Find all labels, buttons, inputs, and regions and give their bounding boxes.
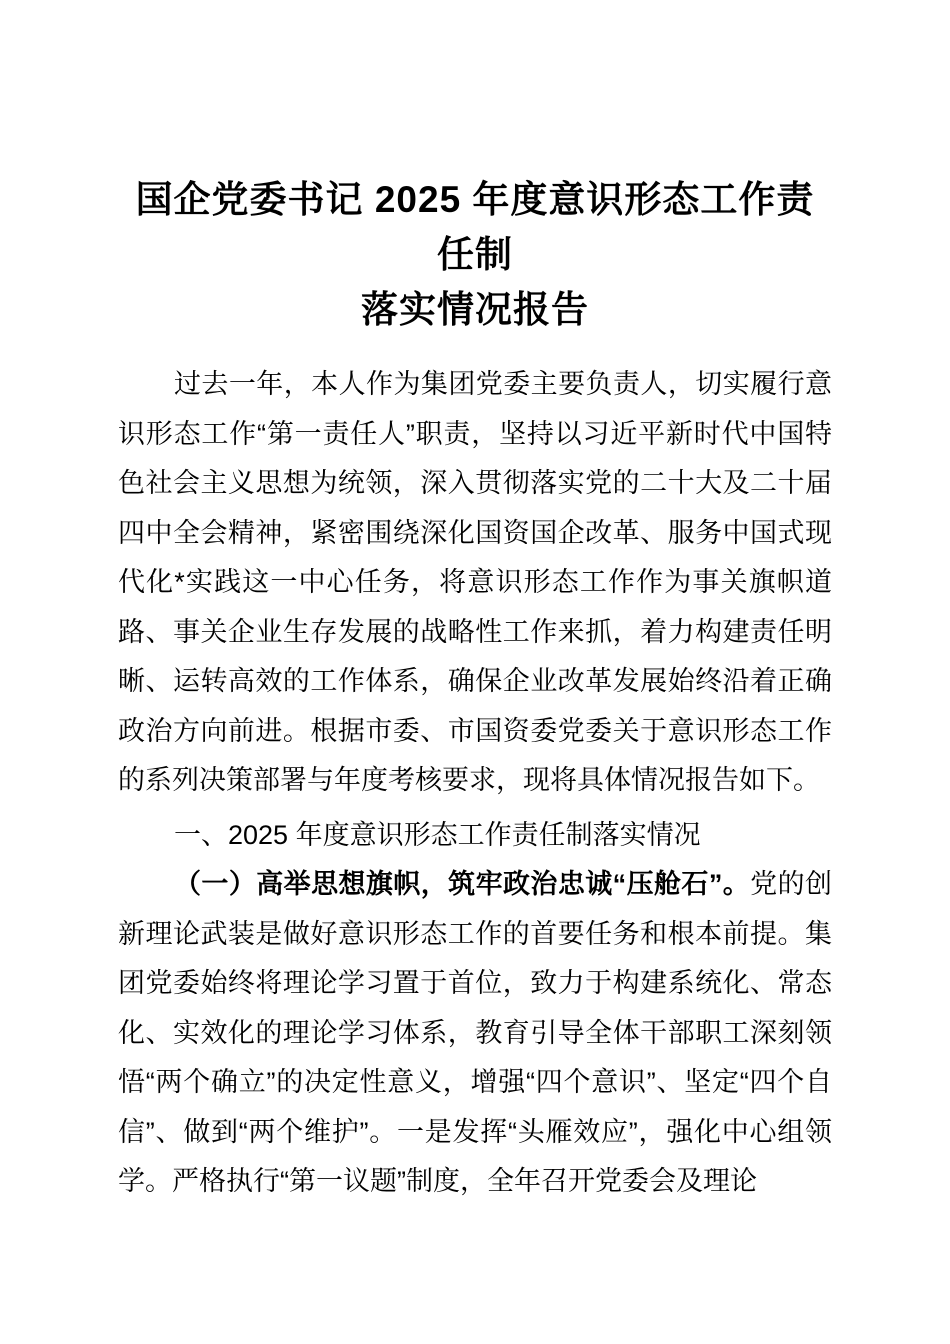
section-1-heading: 一、2025 年度意识形态工作责任制落实情况 bbox=[174, 819, 701, 850]
document-title-line-2: 落实情况报告 bbox=[361, 289, 589, 330]
subsection-1-text: 党的创新理论武装是做好意识形态工作的首要任务和根本前提。集团党委始终将理论学习置于首位，致力于构建系统化、常态化、实效化的理论学习体系，教育引导全体干部职工深刻领悟“两个确立”的决定性意义，增强“四个意识”、坚定“四个自信”、做到“两个维护”。一是发挥“头雁效应”，强化中心组领学。严格执行“第一议题”制度，全年召开党委会及理论 bbox=[118, 869, 833, 1196]
subsection-1-paragraph bbox=[118, 860, 832, 1207]
intro-paragraph: 过去一年，本人作为集团党委主要负责人，切实履行意识形态工作“第一责任人”职责，坚持以习近平新时代中国特色社会主义思想为统领，深入贯彻落实党的二十大及二十届四中全会精神，紧密围绕深化国资国企改革、服务中国式现代化*实践这一中心任务，将意识形态工作作为事关旗帜道路、事关企业生存发展的战略性工作来抓，着力构建责任明晰、运转高效的工作体系，确保企业改革发展始终沿着正确政治方向前进。根据市委、市国资委党委关于意识形态工作的系列决策部署与年度考核要求，现将具体情况报告如下。 bbox=[118, 369, 832, 795]
subsection-1-lead-bold: （一）高举思想旗帜，筑牢政治忠诚“压舱石”。 bbox=[174, 869, 751, 899]
document-title bbox=[118, 172, 832, 337]
document-title-line-1: 国企党委书记 2025 年度意识形态工作责任制 bbox=[135, 179, 815, 275]
